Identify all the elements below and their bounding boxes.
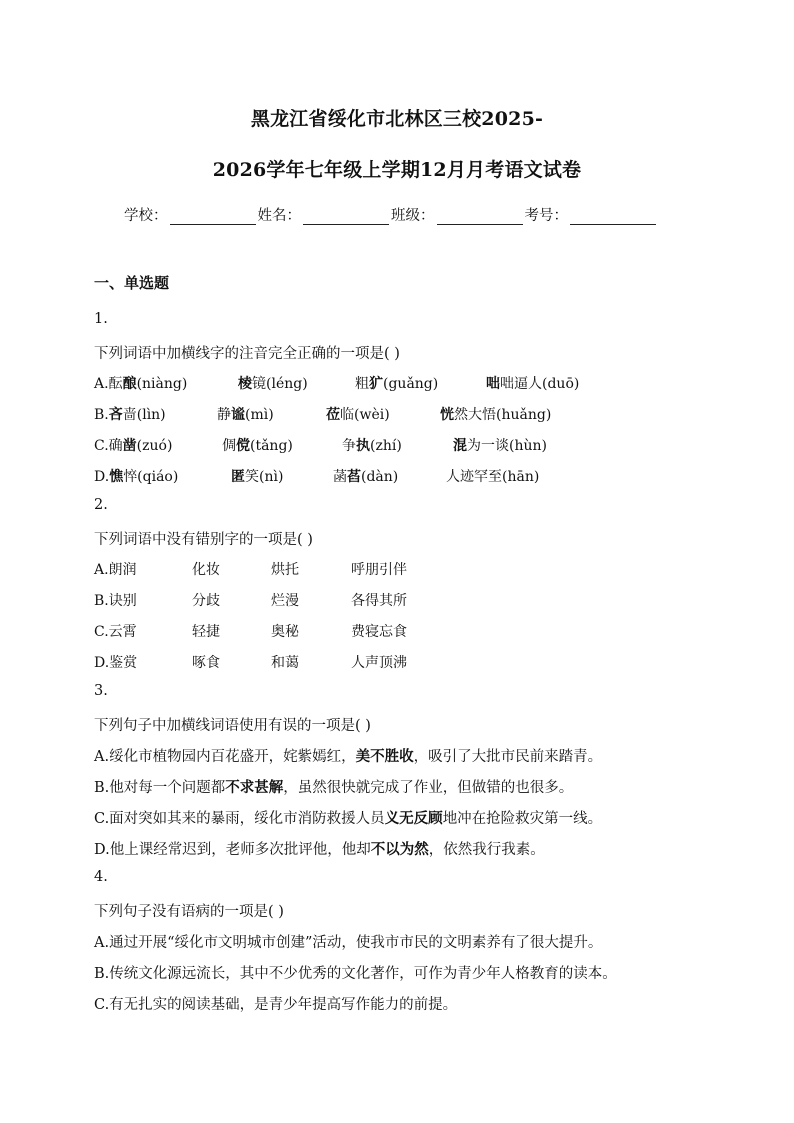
option-key-char: 咄 [486,376,500,392]
option-text: 粗 [355,376,369,392]
number-label: 考号： [524,208,568,224]
student-info-row [124,204,658,225]
option-text: 为一谈(hùn) [467,438,547,454]
option-key-char: 凿 [122,438,137,454]
option-key-char: 萏 [347,469,361,485]
class-label: 班级： [391,208,435,224]
option-text: 分歧 [192,593,220,609]
number-blank[interactable] [570,208,656,225]
option-key-char: 傥 [236,438,250,454]
name-field[interactable] [258,204,392,225]
option-key-char: 匿 [231,469,245,485]
option-text: 和蔼 [271,655,299,671]
question-3-number: 3. [94,683,108,699]
school-blank[interactable] [170,208,256,225]
option-text: 费寝忘食 [351,624,407,640]
option-text: 争 [342,438,356,454]
class-field[interactable] [391,204,525,225]
option-text: 临(wèi) [340,407,390,423]
option-text: 镜(léng) [252,376,308,392]
option-key-char: 莅 [326,407,340,423]
school-field[interactable] [124,204,258,225]
option-text: ，虽然很快就完成了作业，但做错的也很多。 [283,780,574,796]
option-text: A.朗润 [94,562,137,578]
option-key-phrase: 不求甚解 [225,779,284,796]
option-text: (zuó) [136,438,173,454]
option-text: 地冲在抢险救灾第一线。 [442,811,603,827]
option-key-phrase: 美不胜收 [355,748,414,765]
option-text: 咄逼人(duō) [500,376,580,392]
question-3-option-a[interactable] [94,745,602,766]
question-3-stem: 下列句子中加横线词语使用有误的一项是( ) [94,718,371,734]
option-key-char: 吝 [108,407,123,423]
question-3-option-d[interactable] [94,838,545,859]
name-label: 姓名： [257,208,301,224]
option-text: 烂漫 [271,593,299,609]
question-3-option-b[interactable] [94,776,573,797]
number-field[interactable] [525,204,659,225]
option-key-char: 犷 [369,376,383,392]
option-text: (niàng) [136,376,188,392]
option-text: 菡 [333,469,347,485]
option-key-char: 棱 [238,376,252,392]
option-text: ，吸引了大批市民前来踏青。 [413,749,603,765]
question-4-option-c[interactable]: C.有无扎实的阅读基础，是青少年提高写作能力的前提。 [94,997,458,1013]
option-text: B.他对每一个问题都 [94,780,226,796]
question-4-stem: 下列句子没有语病的一项是( ) [94,904,284,920]
option-text: 人声顶沸 [351,655,407,671]
option-key-char: 憔 [109,469,124,485]
option-key-char: 酿 [122,376,137,392]
option-text: 化妆 [192,562,220,578]
option-text: 倜 [222,438,236,454]
question-2-stem: 下列词语中没有错别字的一项是( ) [94,532,313,548]
option-key-char: 执 [356,438,370,454]
option-text: 各得其所 [351,593,407,609]
option-key-phrase: 不以为然 [370,841,429,858]
option-text: (guǎng) [383,376,439,392]
option-text: B.诀别 [94,593,137,609]
option-text: (tǎng) [250,438,293,454]
option-text: C.确 [94,438,123,454]
option-text: C.面对突如其来的暴雨，绥化市消防救援人员 [94,811,385,827]
question-1-stem: 下列词语中加横线字的注音完全正确的一项是( ) [94,346,400,362]
option-text: 静 [217,407,231,423]
option-text: 人迹罕至(hān) [446,469,540,485]
option-text: (dàn) [361,469,399,485]
question-4-number: 4. [94,869,108,885]
option-text: 呼朋引伴 [351,562,407,578]
option-text: A.酝 [94,376,123,392]
question-1-number: 1. [94,311,108,327]
question-2-number: 2. [94,497,108,513]
class-blank[interactable] [437,208,523,225]
option-key-phrase: 义无反顾 [384,810,443,827]
question-4-option-a[interactable]: A.通过开展“绥化市文明城市创建”活动，使我市市民的文明素养有了很大提升。 [94,935,603,951]
option-key-char: 混 [453,438,467,454]
question-4-option-b[interactable]: B.传统文化源远流长，其中不少优秀的文化著作，可作为青少年人格教育的读本。 [94,966,617,982]
name-blank[interactable] [303,208,389,225]
option-text: 悴(qiáo) [123,469,179,485]
option-text: D.鉴赏 [94,655,138,671]
option-text: D.他上课经常迟到，老师多次批评他，他却 [94,842,371,858]
option-text: D. [94,469,110,485]
option-text: 轻捷 [192,624,220,640]
section-heading: 一、单选题 [94,274,170,292]
option-text: 啬(lìn) [122,407,166,423]
option-text: 奥秘 [271,624,299,640]
option-text: B. [94,407,109,423]
exam-title-line-1: 黑龙江省绥化市北林区三校2025- [250,108,544,130]
option-text: A.绥化市植物园内百花盛开，姹紫嫣红， [94,749,356,765]
exam-title-line-2: 2026学年七年级上学期12月月考语文试卷 [212,159,582,181]
option-text: 烘托 [271,562,299,578]
school-label: 学校： [124,208,168,224]
option-text: C.云霄 [94,624,137,640]
option-text: 啄食 [192,655,220,671]
option-text: (zhí) [370,438,402,454]
option-text: (mì) [245,407,274,423]
option-key-char: 谧 [231,407,245,423]
question-3-option-c[interactable] [94,807,602,828]
option-key-char: 恍 [440,407,454,423]
option-text: 笑(nì) [245,469,284,485]
option-text: 然大悟(huǎng) [454,407,552,423]
option-text: ，依然我行我素。 [428,842,545,858]
